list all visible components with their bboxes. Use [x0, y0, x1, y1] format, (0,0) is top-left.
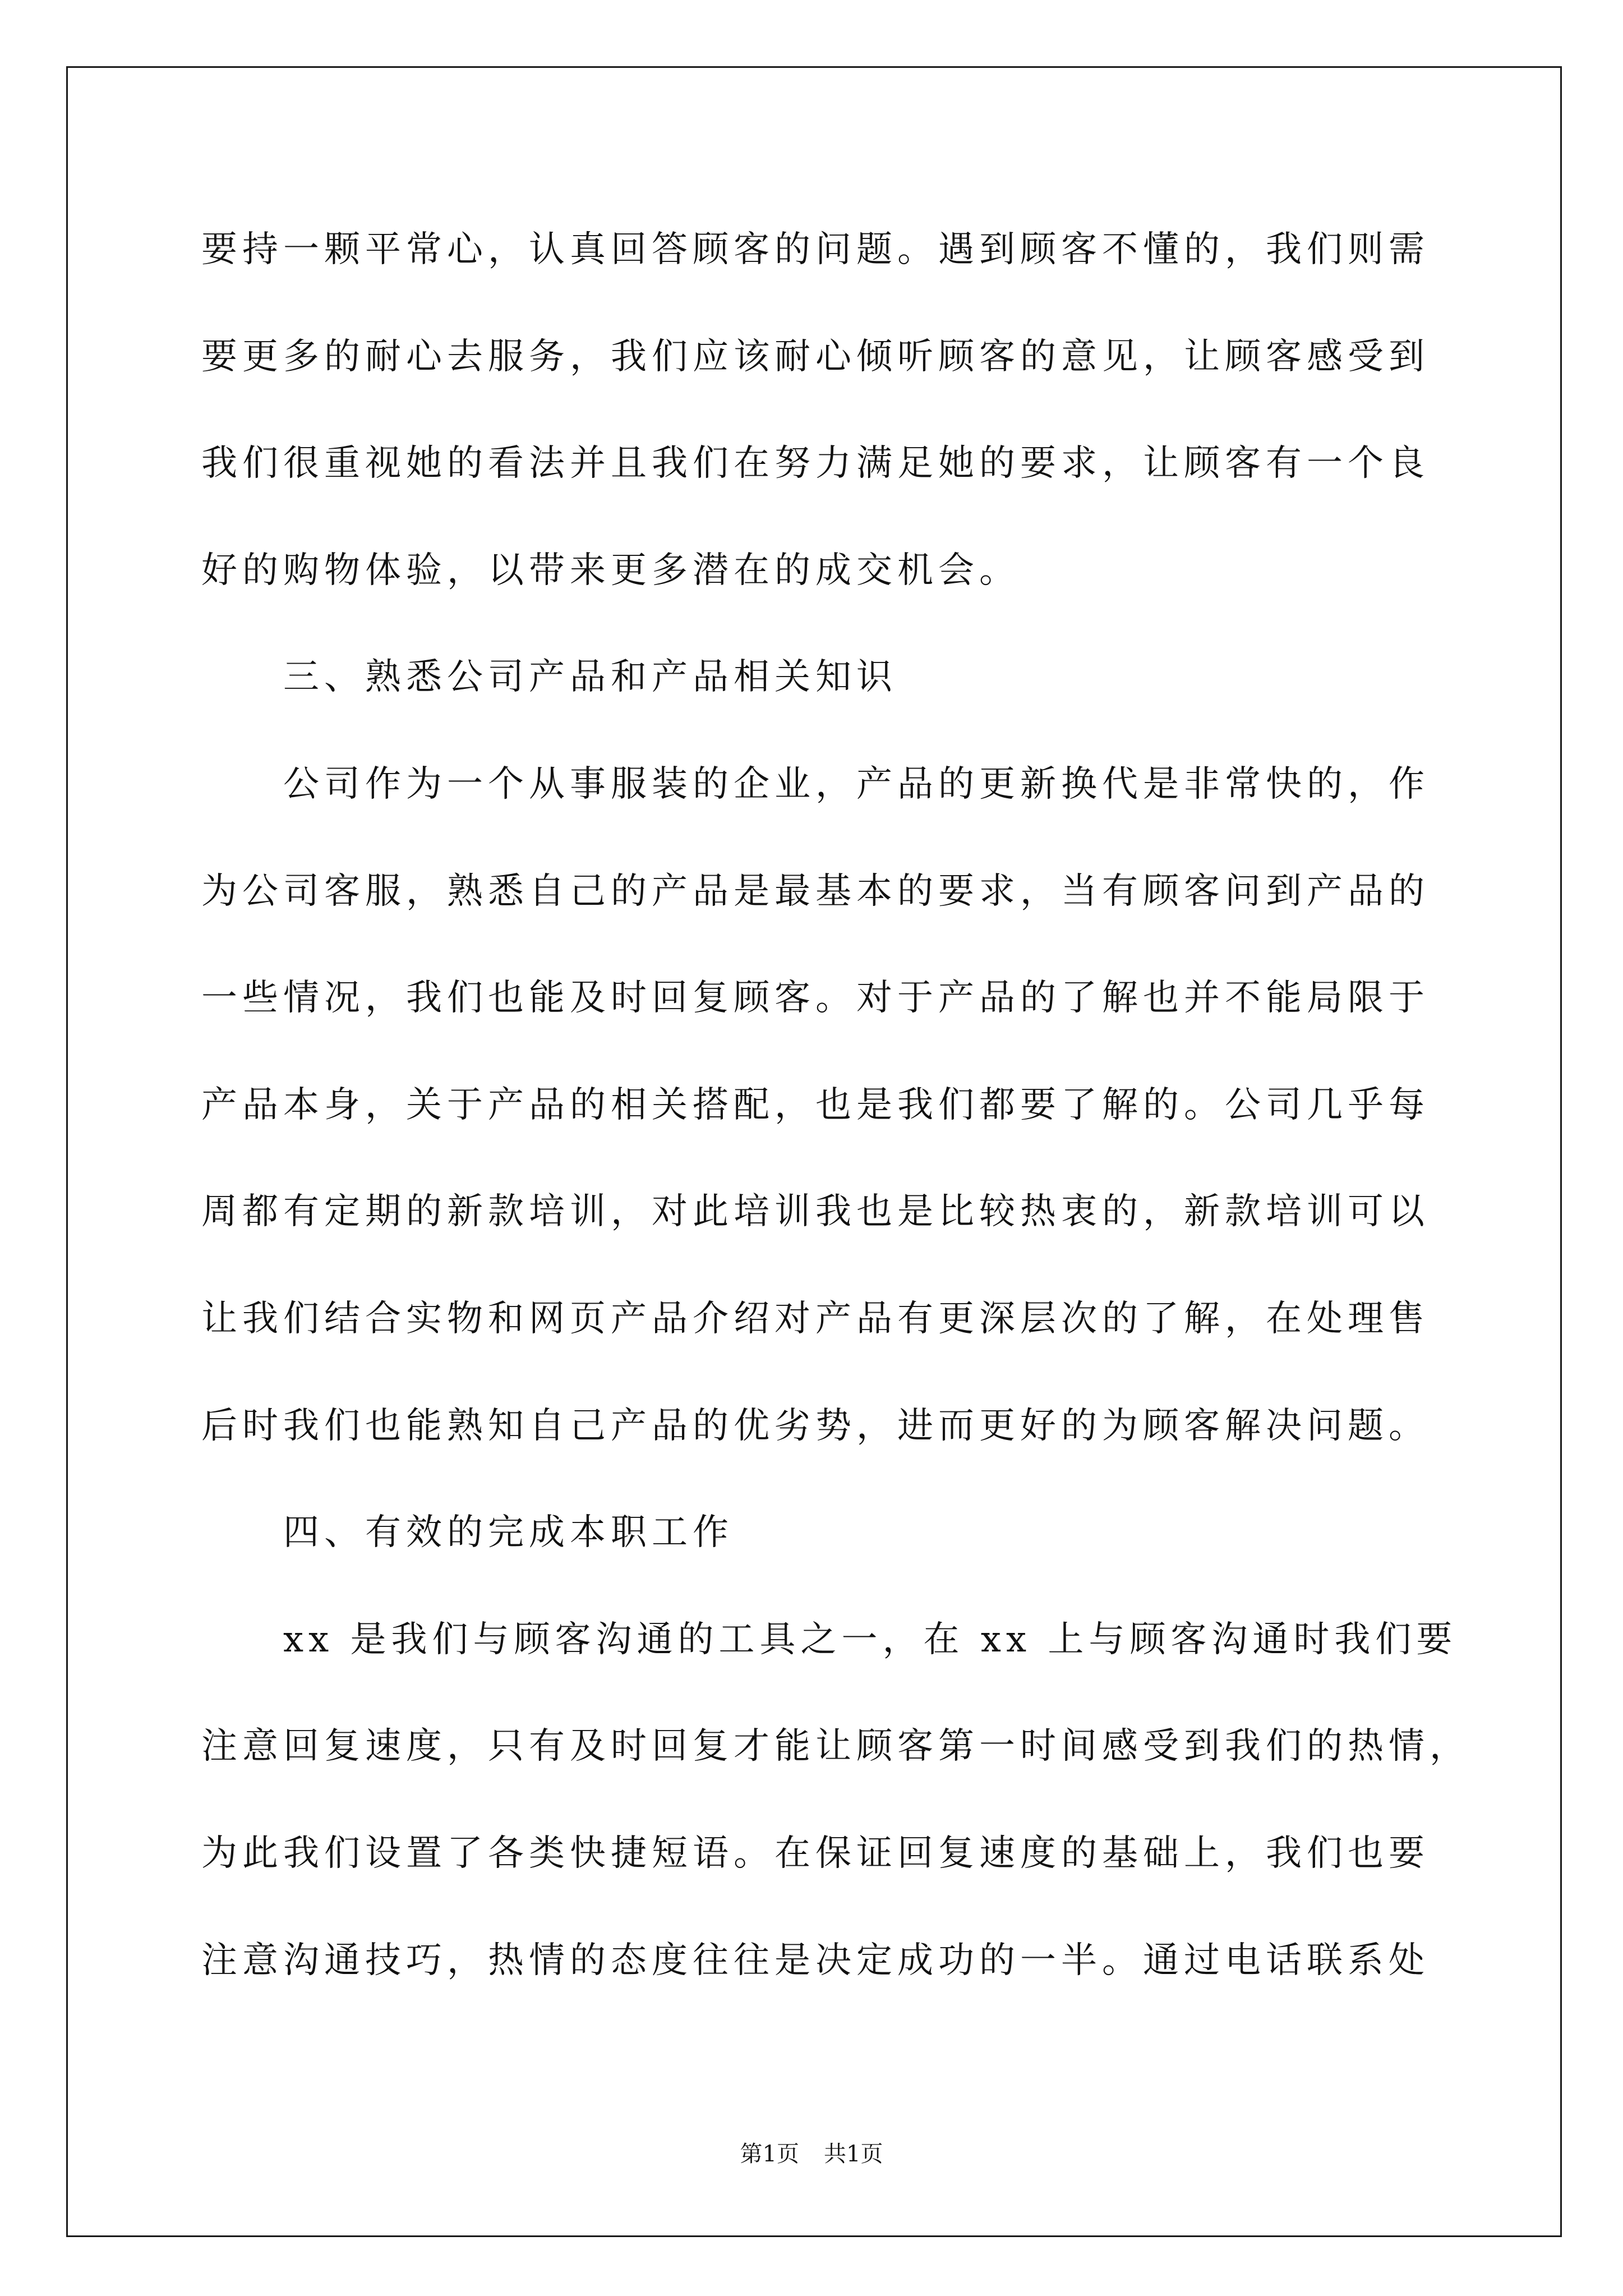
footer-page-number: 第1页	[740, 2141, 799, 2167]
body-line: 注意回复速度，只有及时回复才能让顾客第一时间感受到我们的热情，	[201, 1726, 1470, 1768]
body-line: 为此我们设置了各类快捷短语。在保证回复速度的基础上，我们也要	[201, 1832, 1430, 1874]
body-line: 注意沟通技巧，热情的态度往往是决定成功的一半。通过电话联系处	[201, 1939, 1430, 1981]
body-line: 好的购物体验，以带来更多潜在的成交机会。	[201, 549, 1020, 591]
body-line: 为公司客服，熟悉自己的产品是最基本的要求，当有顾客问到产品的	[201, 870, 1430, 912]
body-line: 产品本身，关于产品的相关搭配，也是我们都要了解的。公司几乎每	[201, 1084, 1430, 1126]
footer-page-total: 共1页	[824, 2141, 883, 2167]
page-footer	[0, 2140, 1623, 2168]
body-line: xx 是我们与顾客沟通的工具之一，在 xx 上与顾客沟通时我们要	[283, 1618, 1458, 1660]
section-heading: 四、有效的完成本职工作	[283, 1512, 734, 1554]
section-heading: 三、熟悉公司产品和产品相关知识	[283, 656, 897, 698]
document-body	[201, 196, 1470, 2014]
body-line: 我们很重视她的看法并且我们在努力满足她的要求，让顾客有一个良	[201, 443, 1430, 485]
body-line: 周都有定期的新款培训，对此培训我也是比较热衷的，新款培训可以	[201, 1191, 1430, 1233]
body-line: 要持一颗平常心，认真回答顾客的问题。遇到顾客不懂的，我们则需	[201, 229, 1430, 270]
body-line: 公司作为一个从事服装的企业，产品的更新换代是非常快的，作	[283, 763, 1430, 805]
body-line: 一些情况，我们也能及时回复顾客。对于产品的了解也并不能局限于	[201, 977, 1430, 1019]
body-line: 让我们结合实物和网页产品介绍对产品有更深层次的了解，在处理售	[201, 1297, 1430, 1340]
body-line: 要更多的耐心去服务，我们应该耐心倾听顾客的意见，让顾客感受到	[201, 335, 1430, 378]
body-line: 后时我们也能熟知自己产品的优劣势，进而更好的为顾客解决问题。	[201, 1405, 1430, 1447]
